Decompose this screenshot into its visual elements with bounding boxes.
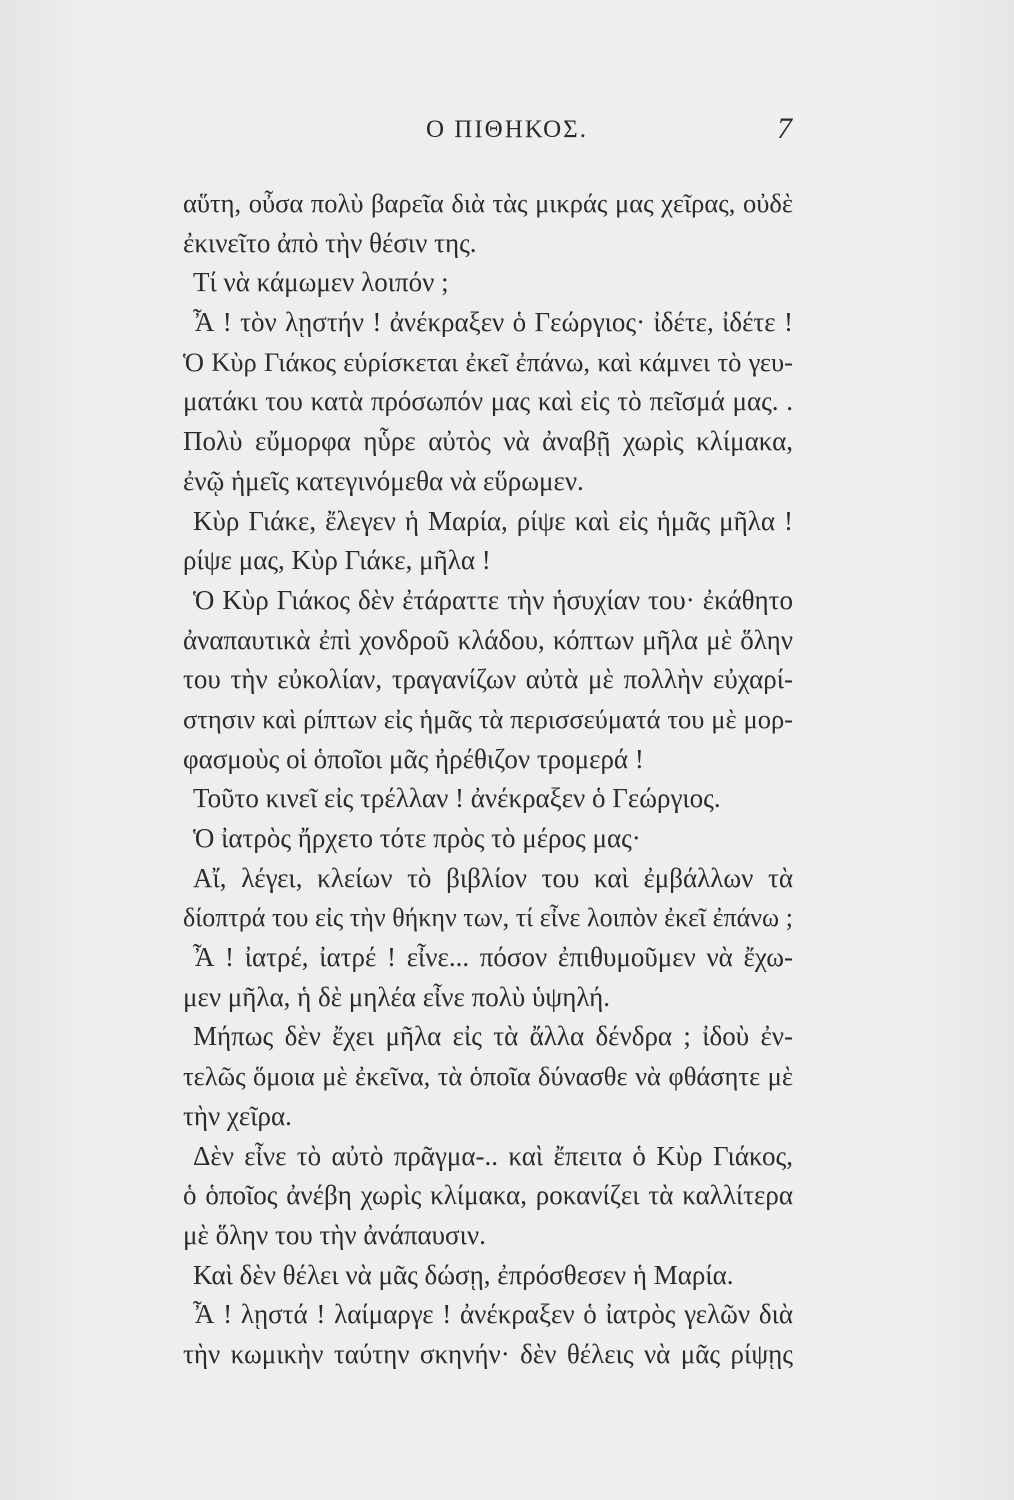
text-line: Καὶ δὲν θέλει νὰ μᾶς δώσῃ, ἐπρόσθεσεν ἡ Μαρία.	[193, 1259, 734, 1290]
text-line: Ὁ Κὺρ Γιάκος εὑρίσκεται ἐκεῖ ἐπάνω, καὶ κάμνει τὸ γευ-	[183, 346, 793, 377]
text-line: μὲ ὅλην του τὴν ἀνάπαυσιν.	[183, 1219, 486, 1250]
text-line: φασμοὺς οἱ ὁποῖοι μᾶς ἠρέθιζον τρομερά !	[183, 743, 644, 774]
text-line: δίοπτρά του εἰς τὴν θήκην των, τί εἶνε λοιπὸν ἐκεῖ ἐπάνω ;	[183, 903, 793, 933]
text-line: Ἆ ! τὸν λῃστήν ! ἀνέκραξεν ὁ Γεώργιος· ἰδέτε, ἰδέτε !	[193, 307, 793, 338]
text-line: Ἆ ! ἰατρέ, ἰατρέ ! εἶνε... πόσον ἐπιθυμοῦμεν νὰ ἔχω-	[193, 942, 793, 973]
text-line: Πολὺ εὔμορφα ηὗρε αὐτὸς νὰ ἀναβῇ χωρὶς κλίμακα,	[183, 426, 793, 457]
text-line: Ὁ Κὺρ Γιάκος δὲν ἐτάραττε τὴν ἡσυχίαν του· ἐκάθητο	[193, 584, 793, 615]
running-head	[0, 110, 1014, 150]
text-line: στησιν καὶ ρίπτων εἰς ἡμᾶς τὰ περισσεύματά του μὲ μορ-	[183, 703, 793, 734]
page-number: 7	[777, 112, 792, 145]
text-line: ὁ ὁποῖος ἀνέβη χωρὶς κλίμακα, ροκανίζει τὰ καλλίτερα	[183, 1180, 793, 1211]
text-line: Τί νὰ κάμωμεν λοιπόν ;	[193, 267, 449, 298]
text-line: ἐνῷ ἡμεῖς κατεγινόμεθα νὰ εὕρωμεν.	[183, 465, 584, 496]
text-line: Ὁ ἰατρὸς ἤρχετο τότε πρὸς τὸ μέρος μας·	[193, 823, 641, 853]
text-line: τελῶς ὅμοια μὲ ἐκεῖνα, τὰ ὁποῖα δύνασθε νὰ φθάσητε μὲ	[183, 1061, 793, 1092]
text-line: του τὴν εὐκολίαν, τραγανίζων αὐτὰ μὲ πολλὴν εὐχαρί-	[183, 664, 793, 695]
text-line: τὴν χεῖρα.	[183, 1100, 292, 1131]
body-text	[183, 184, 793, 1375]
chapter-title: Ο ΠΙΘΗΚΟΣ.	[426, 116, 588, 143]
text-line: Δὲν εἶνε τὸ αὐτὸ πρᾶγμα-.. καὶ ἔπειτα ὁ Κὺρ Γιάκος,	[193, 1140, 793, 1171]
text-line: μεν μῆλα, ἡ δὲ μηλέα εἶνε πολὺ ὑψηλή.	[183, 981, 611, 1012]
text-line: ἐκινεῖτο ἀπὸ τὴν θέσιν της.	[183, 227, 477, 258]
text-line: τὴν κωμικὴν ταύτην σκηνήν· δὲν θέλεις νὰ μᾶς ρίψῃς	[183, 1338, 793, 1369]
text-line: Ἆ ! λῃστά ! λαίμαργε ! ἀνέκραξεν ὁ ἰατρὸς γελῶν διὰ	[193, 1299, 793, 1330]
text-line: ρίψε μας, Κὺρ Γιάκε, μῆλα !	[183, 545, 491, 576]
text-line: αὕτη, οὖσα πολὺ βαρεῖα διὰ τὰς μικράς μας χεῖρας, οὐδὲ	[183, 188, 793, 218]
text-line: Μήπως δὲν ἔχει μῆλα εἰς τὰ ἄλλα δένδρα ; ἰδοὺ ἐν-	[193, 1021, 793, 1052]
text-line: ἀναπαυτικὰ ἐπὶ χονδροῦ κλάδου, κόπτων μῆλα μὲ ὅλην	[183, 624, 793, 655]
text-line: Τοῦτο κινεῖ εἰς τρέλλαν ! ἀνέκραξεν ὁ Γεώργιος.	[193, 783, 721, 814]
text-line: Κὺρ Γιάκε, ἔλεγεν ἡ Μαρία, ρίψε καὶ εἰς ἡμᾶς μῆλα !	[193, 505, 793, 536]
text-line: ματάκι του κατὰ πρόσωπόν μας καὶ εἰς τὸ πεῖσμά μας. .	[183, 386, 793, 417]
text-line: Αἴ, λέγει, κλείων τὸ βιβλίον του καὶ ἐμβάλλων τὰ	[193, 862, 793, 893]
